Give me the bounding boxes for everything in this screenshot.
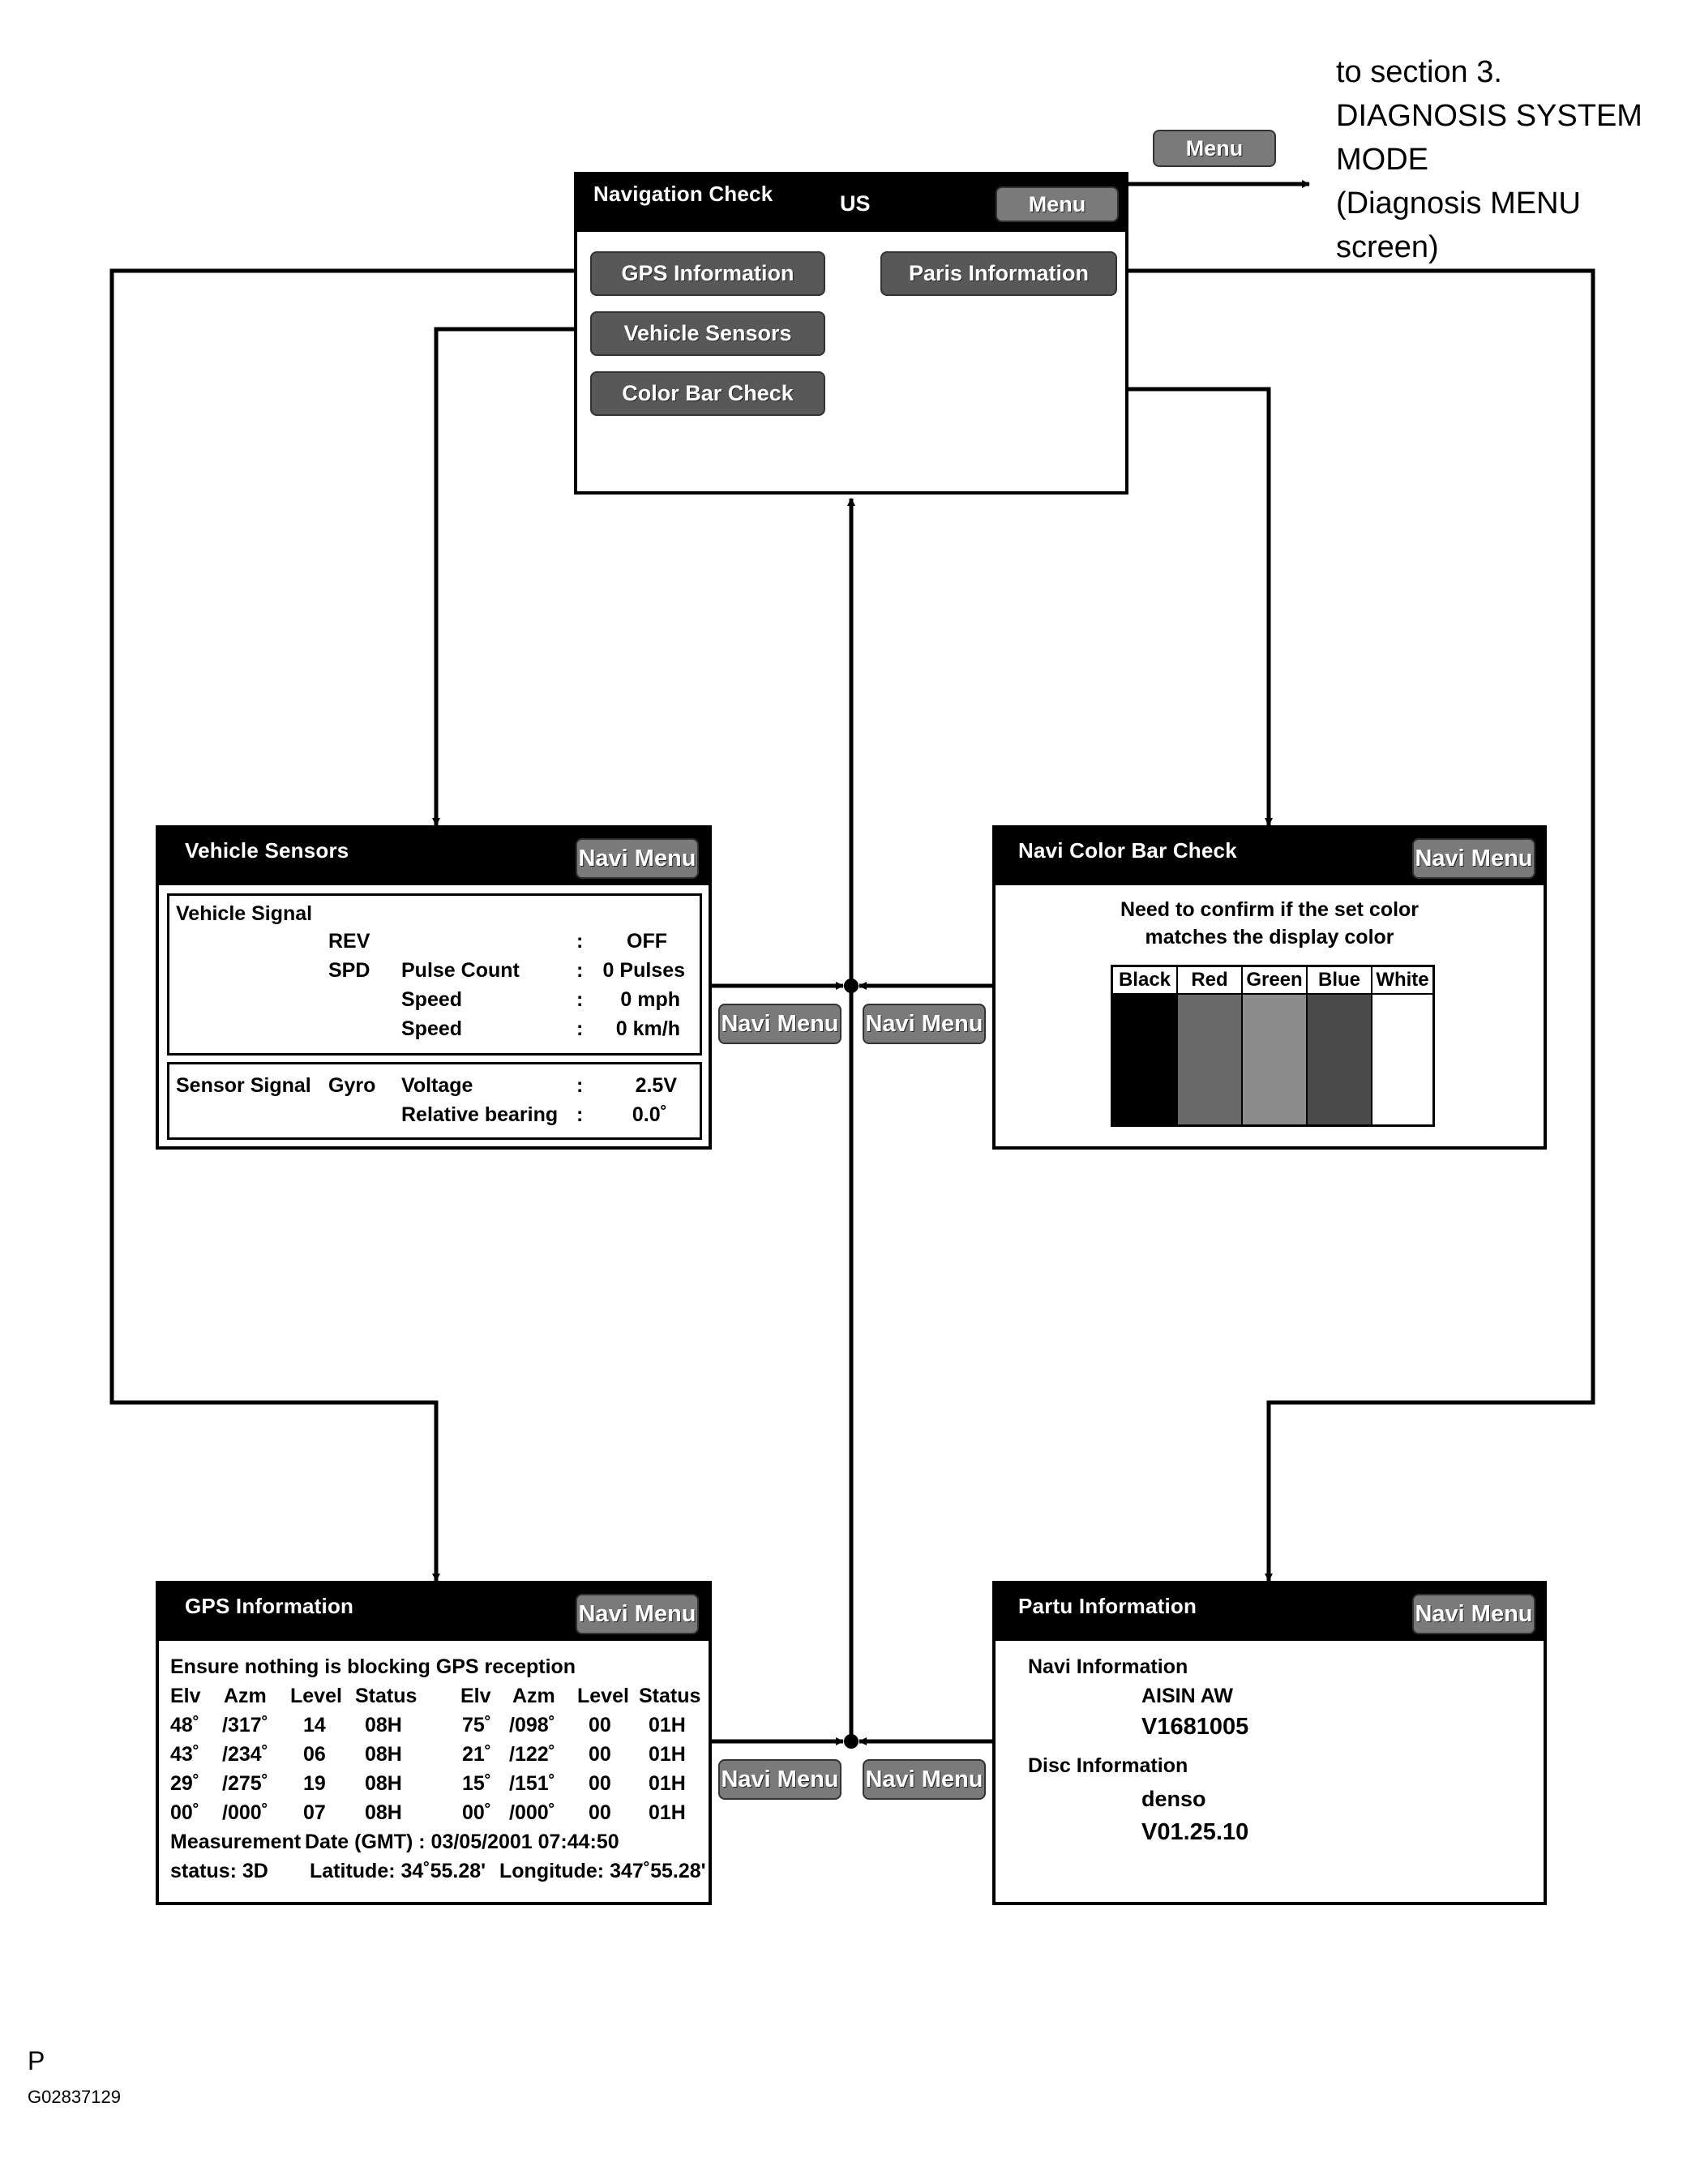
- gps-cell: /317˚: [222, 1714, 268, 1736]
- sensor-signal-box: [167, 1062, 702, 1140]
- nav-check-menu-button[interactable]: Menu: [996, 186, 1119, 222]
- relative-bearing-label: Relative bearing: [401, 1103, 559, 1126]
- colon-2: :: [576, 959, 584, 982]
- gps-cell: 08H: [365, 1714, 402, 1736]
- speed-kmh-value: 0 km/h: [615, 1017, 680, 1040]
- gps-information-screen: [156, 1581, 712, 1905]
- gps-cell: 00: [589, 1743, 611, 1766]
- spd-label: SPD: [328, 959, 370, 982]
- color-bar-table: [1111, 965, 1435, 1127]
- gps-cell: 00˚: [462, 1801, 492, 1824]
- vehicle-sensors-screen: [156, 825, 712, 1150]
- color-bar-check-title: Navi Color Bar Check: [1018, 838, 1237, 863]
- navi-maker: AISIN AW: [1141, 1685, 1233, 1707]
- navigation-check-screen: [574, 172, 1128, 495]
- color-bar-black-swatch: [1113, 995, 1176, 1124]
- gps-cell: 01H: [649, 1801, 686, 1824]
- gps-header-status-2: Status: [639, 1685, 701, 1707]
- colon-3: :: [576, 988, 584, 1011]
- gps-header-azm-2: Azm: [512, 1685, 555, 1707]
- gps-cell: 14: [303, 1714, 326, 1736]
- colon-6: :: [576, 1103, 584, 1126]
- gps-instruction: Ensure nothing is blocking GPS reception: [170, 1655, 576, 1678]
- gps-cell: 07: [303, 1801, 326, 1824]
- gps-cell: 19: [303, 1772, 326, 1795]
- gps-header-azm-1: Azm: [224, 1685, 267, 1707]
- colon-5: :: [576, 1074, 584, 1097]
- line-vehicle: [436, 329, 590, 825]
- color-bar-check-header: [996, 829, 1544, 885]
- section-note-line-1: to section 3.: [1336, 55, 1502, 89]
- footer-letter: P: [28, 2046, 45, 2075]
- gps-header-level-2: Level: [577, 1685, 629, 1707]
- gps-measurement-label: Measurement: [170, 1831, 302, 1853]
- gps-header-elv-2: Elv: [460, 1685, 491, 1707]
- color-bar-navi-menu-button[interactable]: Navi Menu: [1412, 838, 1535, 879]
- gps-cell: /000˚: [509, 1801, 555, 1824]
- paris-information-button[interactable]: Paris Information: [880, 251, 1117, 296]
- region-label: US: [840, 191, 871, 216]
- navigation-check-header: [577, 175, 1125, 232]
- speed-kmh-label: Speed: [401, 1017, 463, 1040]
- speed-mph-label: Speed: [401, 988, 463, 1011]
- gps-satellite-table: [159, 1685, 710, 1831]
- navi-menu-button-partu[interactable]: Navi Menu: [863, 1759, 986, 1800]
- gps-cell: 01H: [649, 1714, 686, 1736]
- navi-menu-button-vehicle[interactable]: Navi Menu: [718, 1004, 841, 1044]
- gps-header-status-1: Status: [355, 1685, 418, 1707]
- gyro-label: Gyro: [328, 1074, 376, 1097]
- junction-dot-upper: [844, 979, 859, 993]
- partu-navi-menu-button[interactable]: Navi Menu: [1412, 1594, 1535, 1634]
- disc-version: V01.25.10: [1141, 1819, 1249, 1845]
- color-bar-green-label: Green: [1243, 967, 1306, 995]
- color-bar-check-button[interactable]: Color Bar Check: [590, 371, 825, 416]
- gps-header-elv-1: Elv: [170, 1685, 201, 1707]
- color-bar-check-screen: [992, 825, 1547, 1150]
- speed-mph-value: 0 mph: [620, 988, 680, 1011]
- section-note-line-3: MODE: [1336, 143, 1428, 177]
- vehicle-sensors-title: Vehicle Sensors: [185, 838, 349, 863]
- vehicle-sensors-button[interactable]: Vehicle Sensors: [590, 311, 825, 356]
- color-bar-black: [1113, 967, 1178, 1124]
- gps-cell: 43˚: [170, 1743, 200, 1766]
- gps-cell: /151˚: [509, 1772, 555, 1795]
- color-bar-instruction-2: matches the display color: [1145, 926, 1394, 949]
- section-note-line-2: DIAGNOSIS SYSTEM: [1336, 99, 1642, 133]
- disc-information-label: Disc Information: [1028, 1754, 1188, 1777]
- navi-menu-button-colorbar[interactable]: Navi Menu: [863, 1004, 986, 1044]
- gps-status: status: 3D: [170, 1860, 268, 1882]
- gps-cell: 01H: [649, 1743, 686, 1766]
- color-bar-green-swatch: [1243, 995, 1306, 1124]
- gps-cell: 08H: [365, 1772, 402, 1795]
- vehicle-sensors-navi-menu-button[interactable]: Navi Menu: [576, 838, 699, 879]
- color-bar-blue-label: Blue: [1308, 967, 1371, 995]
- rev-label: REV: [328, 930, 370, 953]
- pulse-count-label: Pulse Count: [401, 959, 520, 982]
- gps-cell: 48˚: [170, 1714, 200, 1736]
- gps-information-header: [159, 1584, 709, 1641]
- section-note-line-5: screen): [1336, 230, 1439, 264]
- color-bar-blue: [1308, 967, 1372, 1124]
- navi-information-label: Navi Information: [1028, 1655, 1188, 1678]
- color-bar-blue-swatch: [1308, 995, 1371, 1124]
- pulse-count-value: 0 Pulses: [602, 959, 685, 982]
- gps-cell: 00: [589, 1772, 611, 1795]
- gps-cell: 15˚: [462, 1772, 492, 1795]
- gps-cell: /098˚: [509, 1714, 555, 1736]
- section-note: [1336, 50, 1642, 269]
- top-menu-button[interactable]: Menu: [1153, 130, 1276, 167]
- gps-cell: 21˚: [462, 1743, 492, 1766]
- gps-information-button[interactable]: GPS Information: [590, 251, 825, 296]
- color-bar-green: [1243, 967, 1308, 1124]
- color-bar-red-label: Red: [1178, 967, 1241, 995]
- gps-cell: 00˚: [170, 1801, 200, 1824]
- rev-value: OFF: [627, 930, 667, 953]
- gps-cell: 08H: [365, 1743, 402, 1766]
- partu-information-header: [996, 1584, 1544, 1641]
- gps-cell: /234˚: [222, 1743, 268, 1766]
- gps-navi-menu-button[interactable]: Navi Menu: [576, 1594, 699, 1634]
- voltage-label: Voltage: [401, 1074, 473, 1097]
- gps-cell: 29˚: [170, 1772, 200, 1795]
- gps-cell: 01H: [649, 1772, 686, 1795]
- gps-longitude: Longitude: 347˚55.28': [499, 1860, 706, 1882]
- footer-code: G02837129: [28, 2087, 121, 2107]
- gps-cell: 00: [589, 1801, 611, 1824]
- relative-bearing-value: 0.0˚: [632, 1103, 667, 1126]
- gps-cell: 08H: [365, 1801, 402, 1824]
- gps-cell: 06: [303, 1743, 326, 1766]
- gps-cell: /000˚: [222, 1801, 268, 1824]
- color-bar-red-swatch: [1178, 995, 1241, 1124]
- navi-version: V1681005: [1141, 1714, 1249, 1740]
- gps-cell: 75˚: [462, 1714, 492, 1736]
- disc-maker: denso: [1141, 1787, 1206, 1811]
- gps-cell: 00: [589, 1714, 611, 1736]
- partu-information-screen: [992, 1581, 1547, 1905]
- color-bar-black-label: Black: [1113, 967, 1176, 995]
- colon-4: :: [576, 1017, 584, 1040]
- junction-dot-lower: [844, 1734, 859, 1749]
- voltage-value: 2.5V: [635, 1074, 677, 1097]
- gps-header-level-1: Level: [290, 1685, 342, 1707]
- colon-1: :: [576, 930, 584, 953]
- color-bar-instruction-1: Need to confirm if the set color: [1120, 898, 1420, 921]
- vehicle-signal-box: [167, 893, 702, 1056]
- color-bar-white-label: White: [1372, 967, 1432, 995]
- gps-date: Date (GMT) : 03/05/2001 07:44:50: [305, 1831, 619, 1853]
- color-bar-red: [1178, 967, 1243, 1124]
- gps-cell: /275˚: [222, 1772, 268, 1795]
- navi-menu-button-gps[interactable]: Navi Menu: [718, 1759, 841, 1800]
- vehicle-sensors-header: [159, 829, 709, 885]
- gps-latitude: Latitude: 34˚55.28': [310, 1860, 486, 1882]
- color-bar-white: [1372, 967, 1432, 1124]
- partu-information-title: Partu Information: [1018, 1594, 1197, 1618]
- gps-information-title: GPS Information: [185, 1594, 354, 1618]
- gps-cell: /122˚: [509, 1743, 555, 1766]
- navigation-check-title: Navigation Check: [593, 182, 773, 206]
- section-note-line-4: (Diagnosis MENU: [1336, 186, 1581, 221]
- sensor-signal-label: Sensor Signal: [176, 1074, 311, 1097]
- color-bar-white-swatch: [1372, 995, 1432, 1124]
- vehicle-signal-label: Vehicle Signal: [176, 902, 313, 925]
